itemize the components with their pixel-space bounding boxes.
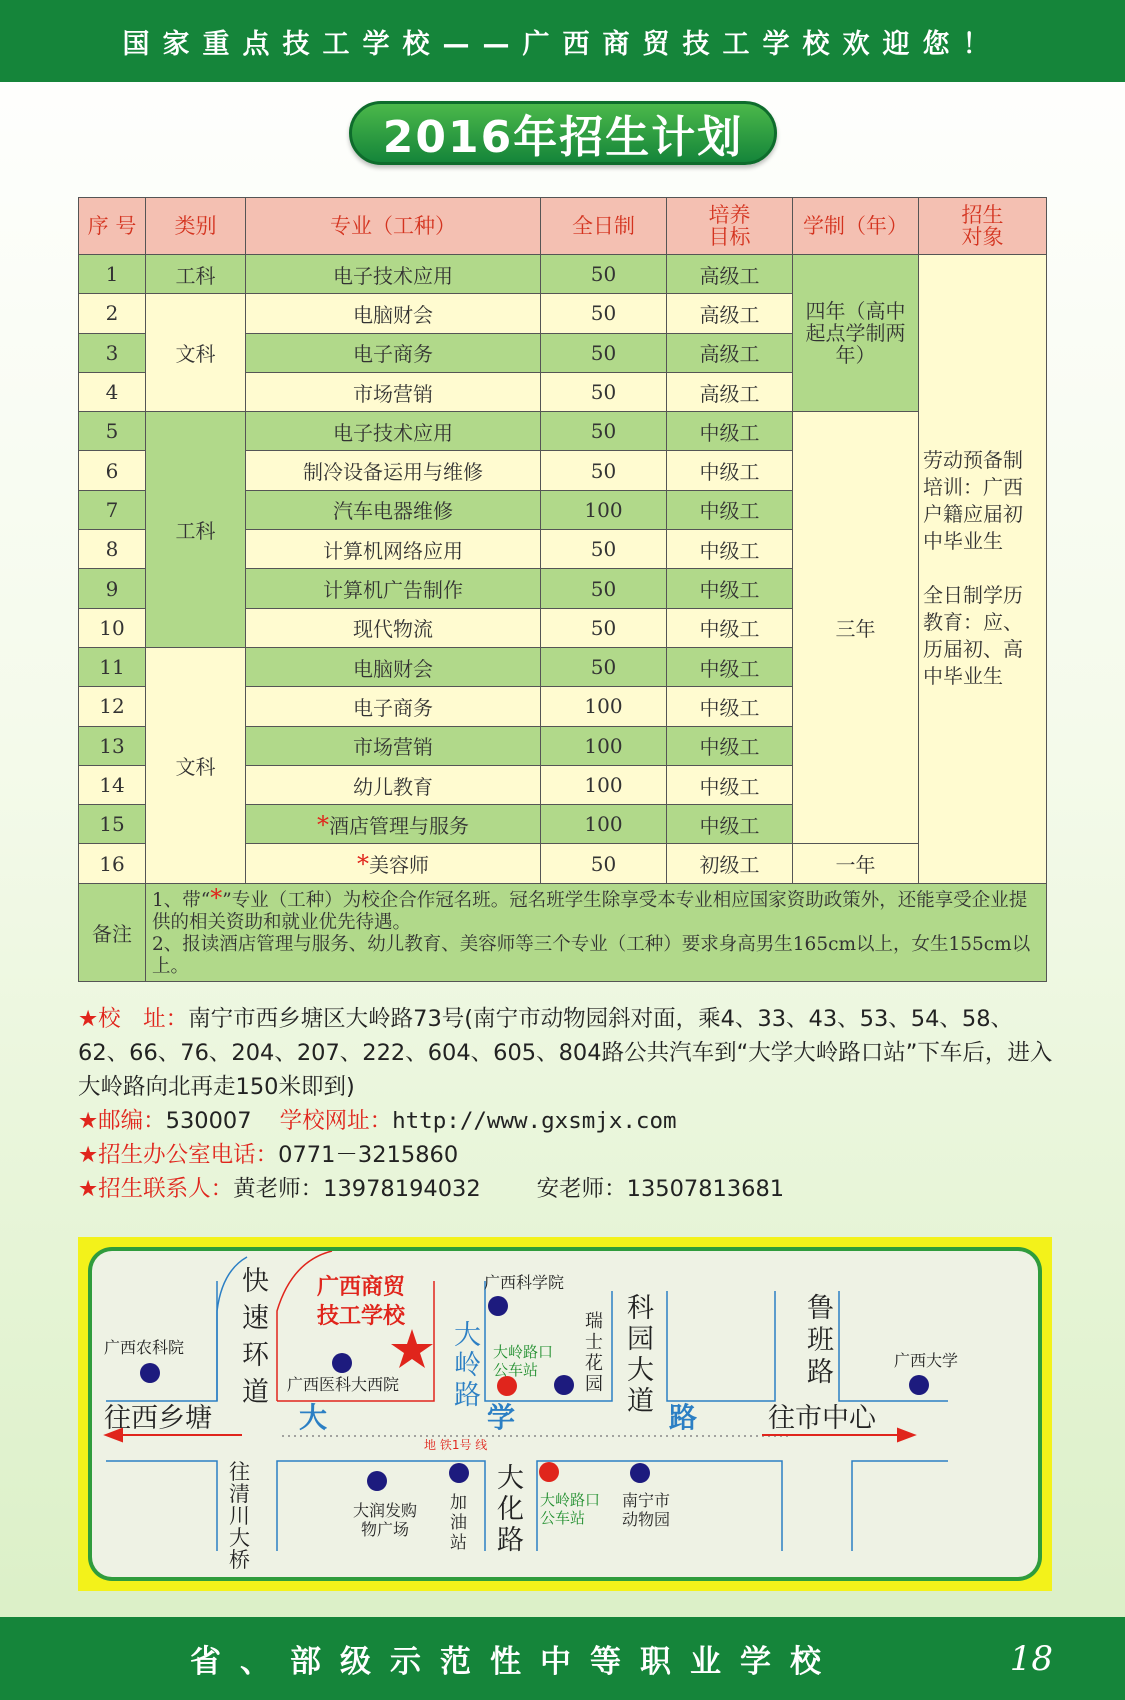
zoo-dot <box>630 1463 650 1483</box>
expressway-label <box>242 1263 272 1411</box>
guangxi-univ-dot <box>909 1375 929 1395</box>
header-major: 专业（工种） <box>246 198 541 255</box>
postcode-line <box>78 1104 1058 1138</box>
footer-motto: 省、部级示范性中等职业学校 <box>190 1644 840 1680</box>
luban-text: 鲁班路 <box>807 1293 834 1388</box>
zoo-label <box>622 1491 682 1529</box>
row-level: 中级工 <box>667 647 793 686</box>
row-major: 计算机广告制作 <box>246 569 541 608</box>
row-count: 50 <box>541 530 667 569</box>
table-row <box>79 255 1047 294</box>
row-no: 3 <box>79 333 146 372</box>
row-no: 8 <box>79 530 146 569</box>
row-no: 6 <box>79 451 146 490</box>
row-count: 50 <box>541 294 667 333</box>
row-level: 中级工 <box>667 530 793 569</box>
qingchuan-label <box>229 1461 257 1571</box>
row-count: 100 <box>541 765 667 804</box>
header-fulltime: 全日制 <box>541 198 667 255</box>
bus-stop-north-label <box>493 1343 553 1379</box>
bus-stop-north-text: 大岭路口公车站 <box>493 1343 554 1379</box>
row-level: 高级工 <box>667 333 793 372</box>
keyuan-label <box>627 1293 657 1417</box>
row-level: 中级工 <box>667 765 793 804</box>
row-category: 工科 <box>146 255 246 294</box>
address-label: ★校 址： <box>78 1006 189 1032</box>
row-level: 高级工 <box>667 372 793 411</box>
row-category: 文科 <box>146 294 246 412</box>
row-major: 市场营销 <box>246 726 541 765</box>
row-no: 9 <box>79 569 146 608</box>
road-edge <box>106 1461 217 1551</box>
row-level: 中级工 <box>667 451 793 490</box>
bus-stop-south-label <box>540 1491 610 1527</box>
row-count: 100 <box>541 687 667 726</box>
note-2: 2、报读酒店管理与服务、幼儿教育、美容师等三个专业（工种）要求身高男生165cm以上，女生155cm以上。 <box>152 933 1031 977</box>
ruishi-text: 瑞士花园 <box>585 1311 603 1395</box>
postcode-label: ★邮编： <box>78 1108 166 1134</box>
qingchuan-text: 往清川大桥 <box>229 1460 250 1572</box>
postcode-value: 530007 <box>165 1108 252 1134</box>
row-no: 16 <box>79 844 146 883</box>
row-no: 1 <box>79 255 146 294</box>
website-link[interactable]: http://www.gxsmjx.com <box>392 1108 677 1134</box>
row-level: 中级工 <box>667 805 793 844</box>
phone-label: ★招生办公室电话： <box>78 1142 279 1168</box>
address-text: 南宁市西乡塘区大岭路73号(南宁市动物园斜对面，乘4、33、43、53、54、58、62、66、76、204、207、222、604、605、804路公共汽车到“大学大岭路口站”下车后，进入大岭路向北再走150米即到) <box>78 1006 1053 1100</box>
row-major: 汽车电器维修 <box>246 490 541 529</box>
ruishi-label <box>585 1311 605 1395</box>
row-count: 50 <box>541 412 667 451</box>
row-level: 中级工 <box>667 608 793 647</box>
row-level: 高级工 <box>667 294 793 333</box>
daling-road-label <box>454 1321 484 1411</box>
target-text: 劳动预备制培训：广西户籍应届初中毕业生 全日制学历教育：应、历届初、高中毕业生 <box>923 448 1023 689</box>
nongke-dot <box>140 1363 160 1383</box>
row-level: 初级工 <box>667 844 793 883</box>
row-level: 中级工 <box>667 726 793 765</box>
kexue-label: 广西科学院 <box>484 1273 565 1292</box>
daxue-road-da: 大 <box>299 1401 328 1434</box>
row-major: 现代物流 <box>246 608 541 647</box>
road-edge <box>852 1461 948 1551</box>
row-no: 5 <box>79 412 146 451</box>
row-count: 100 <box>541 490 667 529</box>
page-title <box>349 101 777 165</box>
dahua-label <box>497 1463 527 1556</box>
arrow-east-head <box>898 1429 914 1441</box>
note-1 <box>152 883 1040 934</box>
yike-label: 广西医科大西院 <box>287 1375 400 1394</box>
row-count: 100 <box>541 726 667 765</box>
header-target <box>919 198 1047 255</box>
notes-row <box>79 883 1047 981</box>
daxue-road-xue: 学 <box>487 1401 516 1434</box>
contact-line <box>78 1172 1058 1206</box>
address-block <box>78 1002 1058 1104</box>
row-no: 10 <box>79 608 146 647</box>
row-no: 15 <box>79 805 146 844</box>
contact-info <box>78 1002 1058 1206</box>
row-major <box>246 844 541 883</box>
enrollment-table <box>78 197 1047 982</box>
notes-label: 备注 <box>79 883 146 981</box>
daling-road-text: 大岭路 <box>454 1320 481 1411</box>
road-edge <box>839 1291 948 1401</box>
note-1-prefix: 1、带“ <box>152 889 211 911</box>
row-major: 电子技术应用 <box>246 255 541 294</box>
notes-content <box>146 883 1047 981</box>
row-category: 工科 <box>146 412 246 648</box>
row-count: 50 <box>541 372 667 411</box>
row-count: 50 <box>541 333 667 372</box>
row-major: 电脑财会 <box>246 294 541 333</box>
row-count: 50 <box>541 844 667 883</box>
row-no: 7 <box>79 490 146 529</box>
contact-label: ★招生联系人： <box>78 1176 234 1202</box>
header-category: 类别 <box>146 198 246 255</box>
school-line-2: 技工学校 <box>317 1304 406 1329</box>
row-major: 制冷设备运用与维修 <box>246 451 541 490</box>
row-count: 50 <box>541 608 667 647</box>
row-level: 中级工 <box>667 687 793 726</box>
row-no: 13 <box>79 726 146 765</box>
row-major: 电子技术应用 <box>246 412 541 451</box>
row-level: 中级工 <box>667 490 793 529</box>
header-seq: 序 号 <box>79 198 146 255</box>
expressway-text: 快速环道 <box>242 1266 269 1408</box>
row-major: 市场营销 <box>246 372 541 411</box>
years-four <box>793 255 919 412</box>
yike-dot <box>332 1353 352 1373</box>
luban-label <box>807 1293 837 1389</box>
school-line-1: 广西商贸 <box>317 1275 406 1300</box>
darunfa-dot <box>367 1471 387 1491</box>
row-major: 计算机网络应用 <box>246 530 541 569</box>
row-major <box>246 805 541 844</box>
row-no: 2 <box>79 294 146 333</box>
phone-line <box>78 1138 1058 1172</box>
kexue-dot <box>488 1296 508 1316</box>
keyuan-text: 科园大道 <box>627 1293 654 1417</box>
website-label: 学校网址： <box>279 1108 393 1134</box>
note-1-suffix: ”专业（工种）为校企合作冠名班。冠名班学生除享受本专业相应国家资助政策外，还能享受企业提供的相关资助和就业优先待遇。 <box>152 889 1028 933</box>
nongke-label: 广西农科院 <box>104 1338 185 1357</box>
darunfa-label <box>350 1501 420 1539</box>
map-border <box>88 1247 1042 1581</box>
table-header-row <box>79 198 1047 255</box>
cooperation-star: * <box>357 850 369 879</box>
row-count: 50 <box>541 569 667 608</box>
table-row <box>79 412 1047 451</box>
ruishi-dot <box>554 1375 574 1395</box>
years-three: 三年 <box>793 412 919 844</box>
row-major: 电子商务 <box>246 687 541 726</box>
row-count: 50 <box>541 647 667 686</box>
row-major: 电脑财会 <box>246 647 541 686</box>
row-no: 14 <box>79 765 146 804</box>
cooperation-star: * <box>317 810 329 839</box>
row-no: 4 <box>79 372 146 411</box>
header-target-text: 招生对象 <box>961 203 1004 249</box>
page-title-text: 2016年招生计划 <box>382 112 744 163</box>
darunfa-text: 大润发购物广场 <box>352 1501 417 1539</box>
row-level: 中级工 <box>667 412 793 451</box>
gas-dot <box>449 1463 469 1483</box>
row-count: 50 <box>541 255 667 294</box>
row-major: 电子商务 <box>246 333 541 372</box>
dahua-text: 大化路 <box>497 1463 524 1556</box>
location-map <box>78 1237 1052 1591</box>
row-count: 50 <box>541 451 667 490</box>
banner-text: 国家重点技工学校——广西商贸技工学校欢迎您！ <box>122 28 1003 60</box>
note-star: * <box>210 883 223 912</box>
gas-label <box>450 1493 470 1553</box>
school-star-icon <box>391 1329 433 1368</box>
row-no: 12 <box>79 687 146 726</box>
row-level: 高级工 <box>667 255 793 294</box>
daxue-road-lu: 路 <box>669 1401 698 1434</box>
top-banner <box>0 0 1125 82</box>
header-goal <box>667 198 793 255</box>
row-major: 幼儿教育 <box>246 765 541 804</box>
row-category: 文科 <box>146 647 246 883</box>
bus-stop-south-dot <box>539 1462 559 1482</box>
years-four-text: 四年（高中起点学制两年） <box>805 299 906 368</box>
header-goal-text: 培养目标 <box>708 203 751 249</box>
page-number: 18 <box>1009 1638 1053 1679</box>
row-level: 中级工 <box>667 569 793 608</box>
zoo-text: 南宁市动物园 <box>622 1491 671 1529</box>
row-major-text: 美容师 <box>369 853 429 878</box>
row-no: 11 <box>79 647 146 686</box>
phone-value: 0771－3215860 <box>278 1142 459 1168</box>
years-one: 一年 <box>793 844 919 883</box>
gas-text: 加油站 <box>450 1493 467 1553</box>
to-west-label: 往西乡塘 <box>104 1403 212 1434</box>
target-cell <box>919 255 1047 884</box>
bus-stop-north-dot <box>497 1376 517 1396</box>
map-canvas <box>92 1251 1038 1577</box>
bus-stop-south-text: 大岭路口公车站 <box>540 1491 601 1527</box>
header-years: 学制（年） <box>793 198 919 255</box>
metro-label: 地 铁1号 线 <box>424 1438 488 1452</box>
row-count: 100 <box>541 805 667 844</box>
contact-2: 安老师：13507813681 <box>536 1176 785 1202</box>
to-center-label: 往市中心 <box>768 1403 876 1434</box>
contact-1: 黄老师：13978194032 <box>233 1176 481 1202</box>
guangxi-univ-label: 广西大学 <box>894 1351 959 1370</box>
bottom-banner <box>0 1617 1125 1700</box>
road-edge <box>667 1291 775 1401</box>
row-major-text: 酒店管理与服务 <box>329 813 469 838</box>
